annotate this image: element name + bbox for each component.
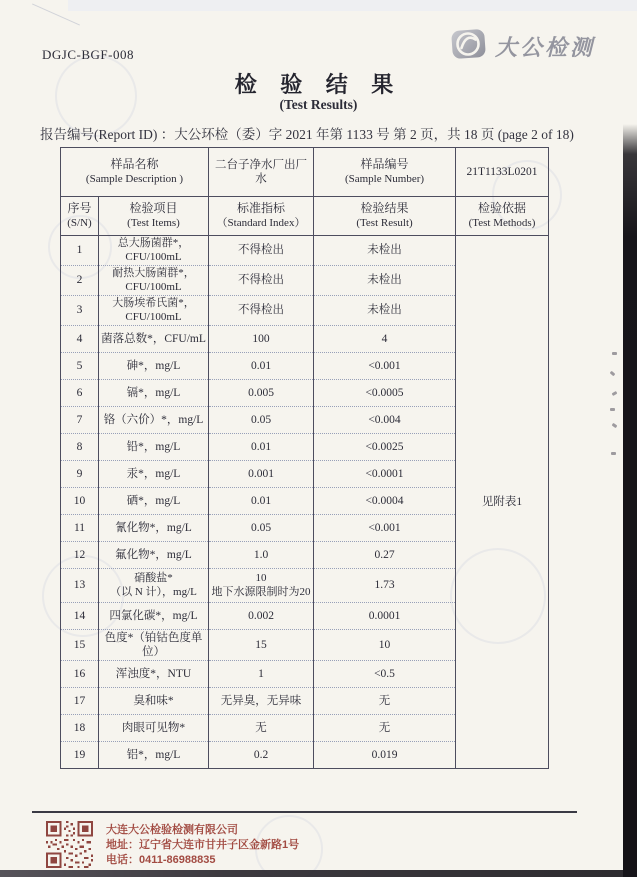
test-result: <0.0004 [314, 488, 456, 515]
col-header-sn: 序号 (S/N) [61, 197, 99, 236]
scan-edge-right [623, 124, 637, 877]
table-row: 10 硒*，mg/L 0.01 <0.0004 [61, 488, 549, 515]
scan-edge-bottom [0, 870, 637, 877]
standard-index: 0.01 [209, 488, 314, 515]
sample-number-value: 21T1133L0201 [456, 148, 549, 197]
scan-edge-top [68, 0, 637, 11]
test-result: <0.0001 [314, 461, 456, 488]
ink-bleed-mark [612, 423, 618, 428]
test-item: 色度*（铂钴色度单位） [99, 630, 209, 661]
footer-company-name: 大连大公检验检测有限公司 [106, 824, 238, 836]
test-item: 汞*，mg/L [99, 461, 209, 488]
company-logo-text: 大公检测 [494, 35, 595, 60]
test-result: 0.27 [314, 542, 456, 569]
test-result: <0.0025 [314, 434, 456, 461]
table-row: 8 铅*，mg/L 0.01 <0.0025 [61, 434, 549, 461]
table-row: 3 大肠埃希氏菌*， CFU/100mL 不得检出 未检出 [61, 296, 549, 326]
standard-index: 不得检出 [209, 236, 314, 266]
ink-bleed-mark [610, 371, 616, 377]
test-item: 氰化物*，mg/L [99, 515, 209, 542]
test-result: 无 [314, 715, 456, 742]
ink-bleed-mark [612, 391, 618, 396]
standard-index: 0.01 [209, 353, 314, 380]
table-row: 14 四氯化碳*，mg/L 0.002 0.0001 [61, 603, 549, 630]
test-item: 耐热大肠菌群*， CFU/100mL [99, 266, 209, 296]
table-row: 1 总大肠菌群*， CFU/100mL 不得检出 未检出 见附表1 [61, 236, 549, 266]
test-result: <0.0005 [314, 380, 456, 407]
test-result: 未检出 [314, 266, 456, 296]
test-result: 4 [314, 326, 456, 353]
footer-phone: 电话：0411-86988835 [106, 854, 216, 866]
table-row: 13 硝酸盐* （以 N 计），mg/L 10 地下水源限制时为20 1.73 [61, 569, 549, 603]
report-id-line: 报告编号(Report ID) ：大公环检（委）字 2021 年第 1133 号 第 2 页，共 18 页 (page 2 of 18) [40, 127, 574, 142]
test-method-reference: 见附表1 [456, 236, 549, 769]
test-result: 无 [314, 688, 456, 715]
standard-index: 0.05 [209, 407, 314, 434]
test-result: 0.019 [314, 742, 456, 769]
table-row: 12 氟化物*，mg/L 1.0 0.27 [61, 542, 549, 569]
standard-index: 100 [209, 326, 314, 353]
table-row: 16 浑浊度*，NTU 1 <0.5 [61, 661, 549, 688]
page-title-english: (Test Results) [279, 97, 358, 112]
test-item: 臭和味* [99, 688, 209, 715]
standard-index: 15 [209, 630, 314, 661]
test-item: 铝*，mg/L [99, 742, 209, 769]
standard-index: 0.01 [209, 434, 314, 461]
ink-bleed-mark [612, 352, 617, 355]
table-row: 2 耐热大肠菌群*， CFU/100mL 不得检出 未检出 [61, 266, 549, 296]
footer-divider [32, 811, 577, 813]
test-result: <0.001 [314, 353, 456, 380]
test-result: <0.004 [314, 407, 456, 434]
sample-name-label: 样品名称 (Sample Description ) [61, 148, 209, 197]
col-header-item: 检验项目 (Test Items) [99, 197, 209, 236]
page-title: 检 验 结 果 [234, 72, 403, 97]
standard-index: 不得检出 [209, 266, 314, 296]
test-result: 0.0001 [314, 603, 456, 630]
standard-index: 无 [209, 715, 314, 742]
test-item: 铬（六价）*，mg/L [99, 407, 209, 434]
test-item: 硒*，mg/L [99, 488, 209, 515]
standard-index: 1 [209, 661, 314, 688]
test-result: <0.001 [314, 515, 456, 542]
sample-number-label: 样品编号 (Sample Number) [314, 148, 456, 197]
table-row: 18 肉眼可见物* 无 无 [61, 715, 549, 742]
test-item: 铅*，mg/L [99, 434, 209, 461]
standard-index: 0.2 [209, 742, 314, 769]
company-logo [450, 27, 595, 66]
form-code: DGJC-BGF-008 [42, 47, 134, 62]
table-row: 19 铝*，mg/L 0.2 0.019 [61, 742, 549, 769]
footer-address: 地址：辽宁省大连市甘井子区金新路1号 [106, 839, 300, 851]
table-row: 9 汞*，mg/L 0.001 <0.0001 [61, 461, 549, 488]
table-row: 11 氰化物*，mg/L 0.05 <0.001 [61, 515, 549, 542]
table-row: 6 镉*，mg/L 0.005 <0.0005 [61, 380, 549, 407]
footer-company-info [106, 823, 299, 868]
standard-index: 1.0 [209, 542, 314, 569]
qr-code [46, 821, 93, 868]
table-row: 5 砷*，mg/L 0.01 <0.001 [61, 353, 549, 380]
sample-name-value: 二台子净水厂出厂水 [209, 148, 314, 197]
test-result: 10 [314, 630, 456, 661]
table-row: 17 臭和味* 无异臭，无异味 无 [61, 688, 549, 715]
test-item: 总大肠菌群*， CFU/100mL [99, 236, 209, 266]
standard-index: 0.05 [209, 515, 314, 542]
standard-index: 10 地下水源限制时为20 [209, 569, 314, 603]
test-result: <0.5 [314, 661, 456, 688]
test-item: 菌落总数*，CFU/mL [99, 326, 209, 353]
test-item: 四氯化碳*，mg/L [99, 603, 209, 630]
column-header-row [61, 197, 549, 236]
test-result: 未检出 [314, 296, 456, 326]
table-row: 7 铬（六价）*，mg/L 0.05 <0.004 [61, 407, 549, 434]
ink-bleed-mark [611, 452, 616, 455]
test-item: 镉*，mg/L [99, 380, 209, 407]
table-row: 15 色度*（铂钴色度单位） 15 10 [61, 630, 549, 661]
standard-index: 0.005 [209, 380, 314, 407]
test-results-table [60, 147, 549, 769]
sample-info-row [61, 148, 549, 197]
table-row: 4 菌落总数*，CFU/mL 100 4 [61, 326, 549, 353]
col-header-method: 检验依据 (Test Methods) [456, 197, 549, 236]
standard-index: 不得检出 [209, 296, 314, 326]
test-item: 大肠埃希氏菌*， CFU/100mL [99, 296, 209, 326]
col-header-standard: 标准指标 （Standard Index） [209, 197, 314, 236]
company-logo-icon [450, 27, 488, 66]
col-header-result: 检验结果 (Test Result) [314, 197, 456, 236]
test-result: 1.73 [314, 569, 456, 603]
standard-index: 0.002 [209, 603, 314, 630]
test-item: 砷*，mg/L [99, 353, 209, 380]
test-item: 肉眼可见物* [99, 715, 209, 742]
test-item: 氟化物*，mg/L [99, 542, 209, 569]
test-item: 浑浊度*，NTU [99, 661, 209, 688]
standard-index: 0.001 [209, 461, 314, 488]
test-result: 未检出 [314, 236, 456, 266]
test-item: 硝酸盐* （以 N 计），mg/L [99, 569, 209, 603]
ink-bleed-mark [610, 408, 615, 411]
standard-index: 无异臭，无异味 [209, 688, 314, 715]
